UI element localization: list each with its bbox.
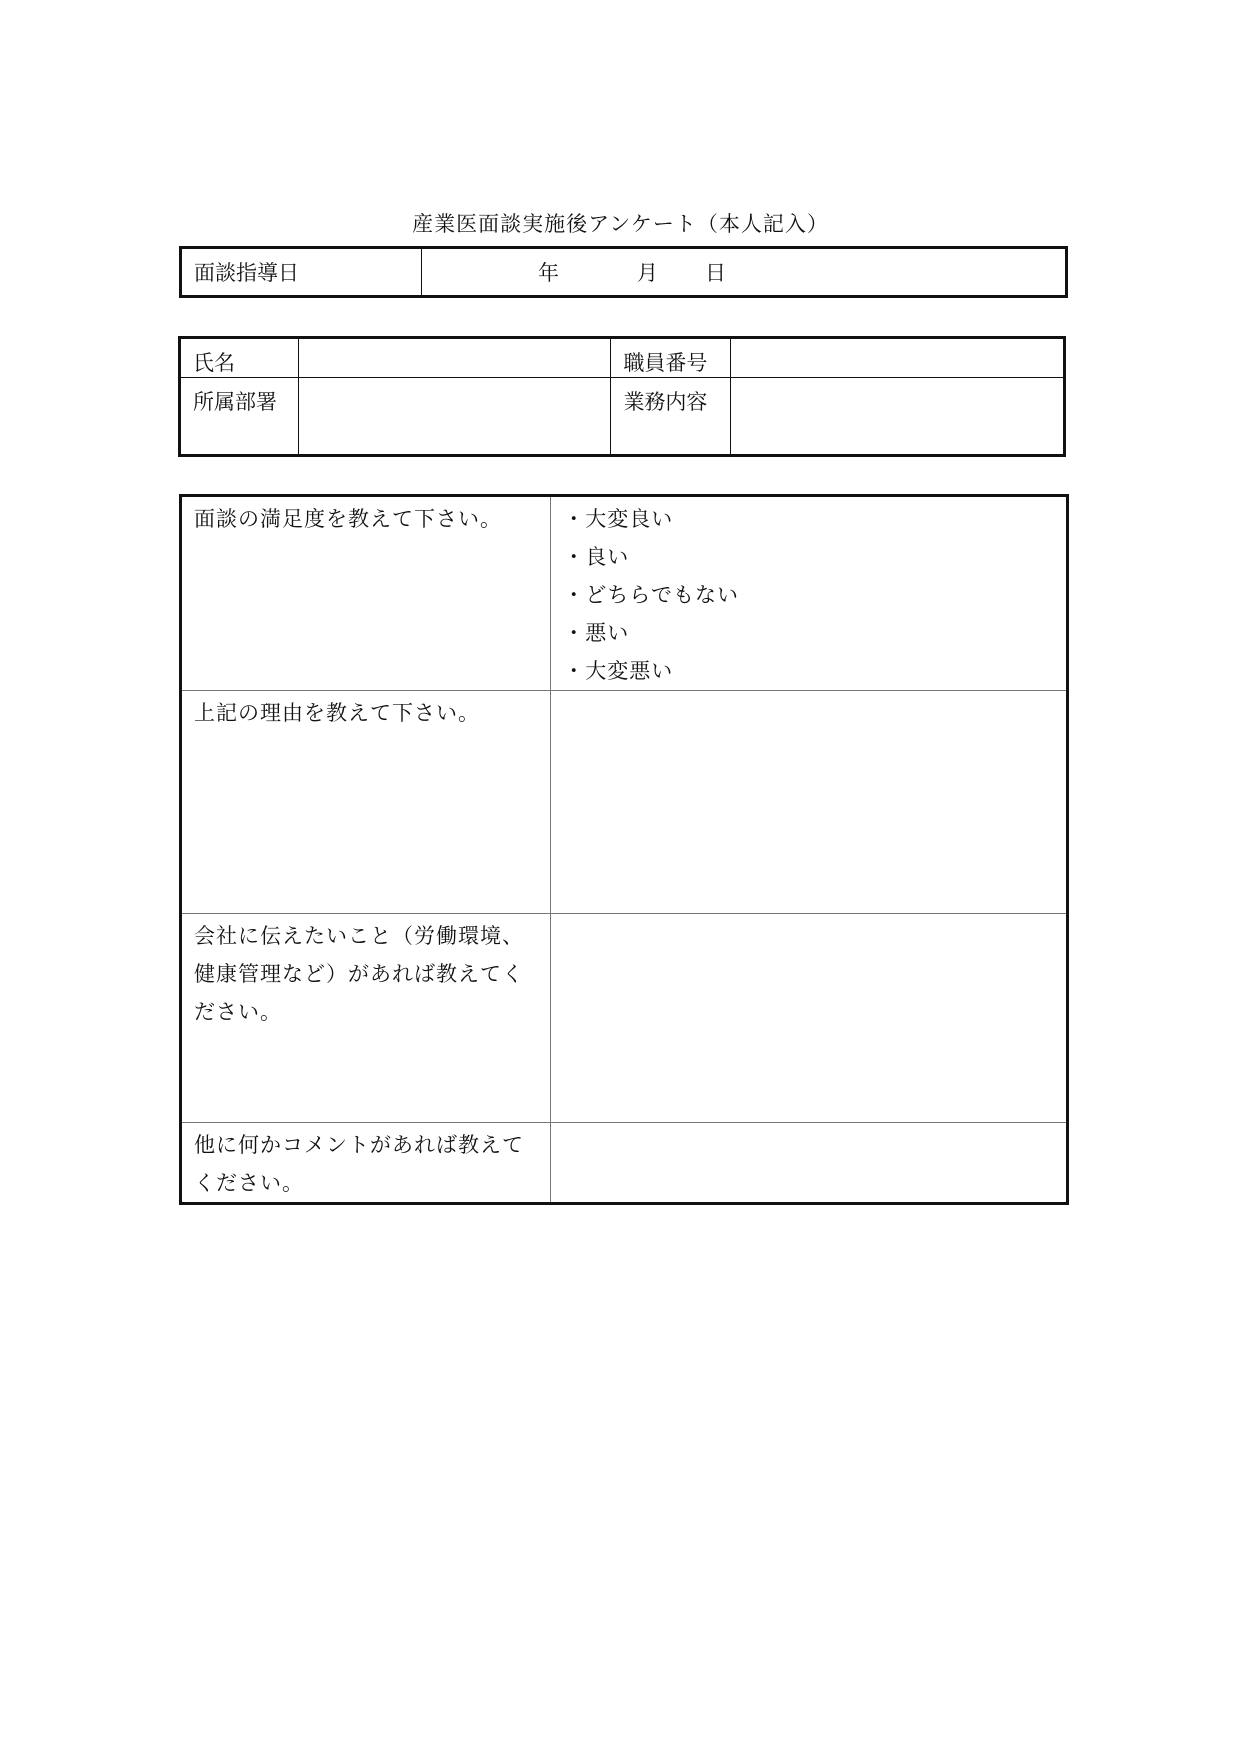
satisfaction-question-text: 面談の満足度を教えて下さい。 bbox=[194, 507, 502, 531]
satisfaction-question bbox=[181, 496, 551, 691]
interview-date-table bbox=[179, 246, 1068, 298]
month-label: 月 bbox=[637, 261, 658, 285]
department-field[interactable] bbox=[299, 378, 611, 456]
other-comments-question-text: 他に何かコメントがあれば教えてください。 bbox=[194, 1133, 524, 1195]
department-label: 所属部署 bbox=[180, 378, 299, 456]
company-feedback-answer-field[interactable] bbox=[551, 914, 1068, 1123]
job-content-label: 業務内容 bbox=[611, 378, 730, 456]
option-neutral[interactable]: ・どちらでもない bbox=[563, 583, 740, 607]
employee-info-table bbox=[178, 336, 1066, 457]
reason-question-text: 上記の理由を教えて下さい。 bbox=[194, 701, 480, 725]
questionnaire-table bbox=[179, 494, 1069, 1205]
option-bad[interactable]: ・悪い bbox=[563, 621, 630, 645]
other-comments-question bbox=[181, 1123, 551, 1204]
job-content-field[interactable] bbox=[730, 378, 1064, 456]
company-feedback-question bbox=[181, 914, 551, 1123]
year-label: 年 bbox=[538, 261, 559, 285]
name-field[interactable] bbox=[299, 338, 611, 378]
staff-number-field[interactable] bbox=[730, 338, 1064, 378]
day-label: 日 bbox=[705, 261, 726, 285]
reason-answer-field[interactable] bbox=[551, 691, 1068, 914]
option-very-good[interactable]: ・大変良い bbox=[563, 507, 674, 531]
company-feedback-question-text: 会社に伝えたいこと（労働環境、健康管理など）があれば教えてください。 bbox=[194, 924, 524, 1024]
interview-date-label: 面談指導日 bbox=[181, 248, 422, 297]
satisfaction-options bbox=[551, 496, 1068, 691]
interview-date-field[interactable] bbox=[422, 248, 1067, 297]
option-very-bad[interactable]: ・大変悪い bbox=[563, 659, 674, 683]
name-label: 氏名 bbox=[180, 338, 299, 378]
staff-number-label: 職員番号 bbox=[611, 338, 730, 378]
reason-question bbox=[181, 691, 551, 914]
option-good[interactable]: ・良い bbox=[563, 545, 630, 569]
page-title: 産業医面談実施後アンケート（本人記入） bbox=[412, 212, 829, 236]
other-comments-answer-field[interactable] bbox=[551, 1123, 1068, 1204]
